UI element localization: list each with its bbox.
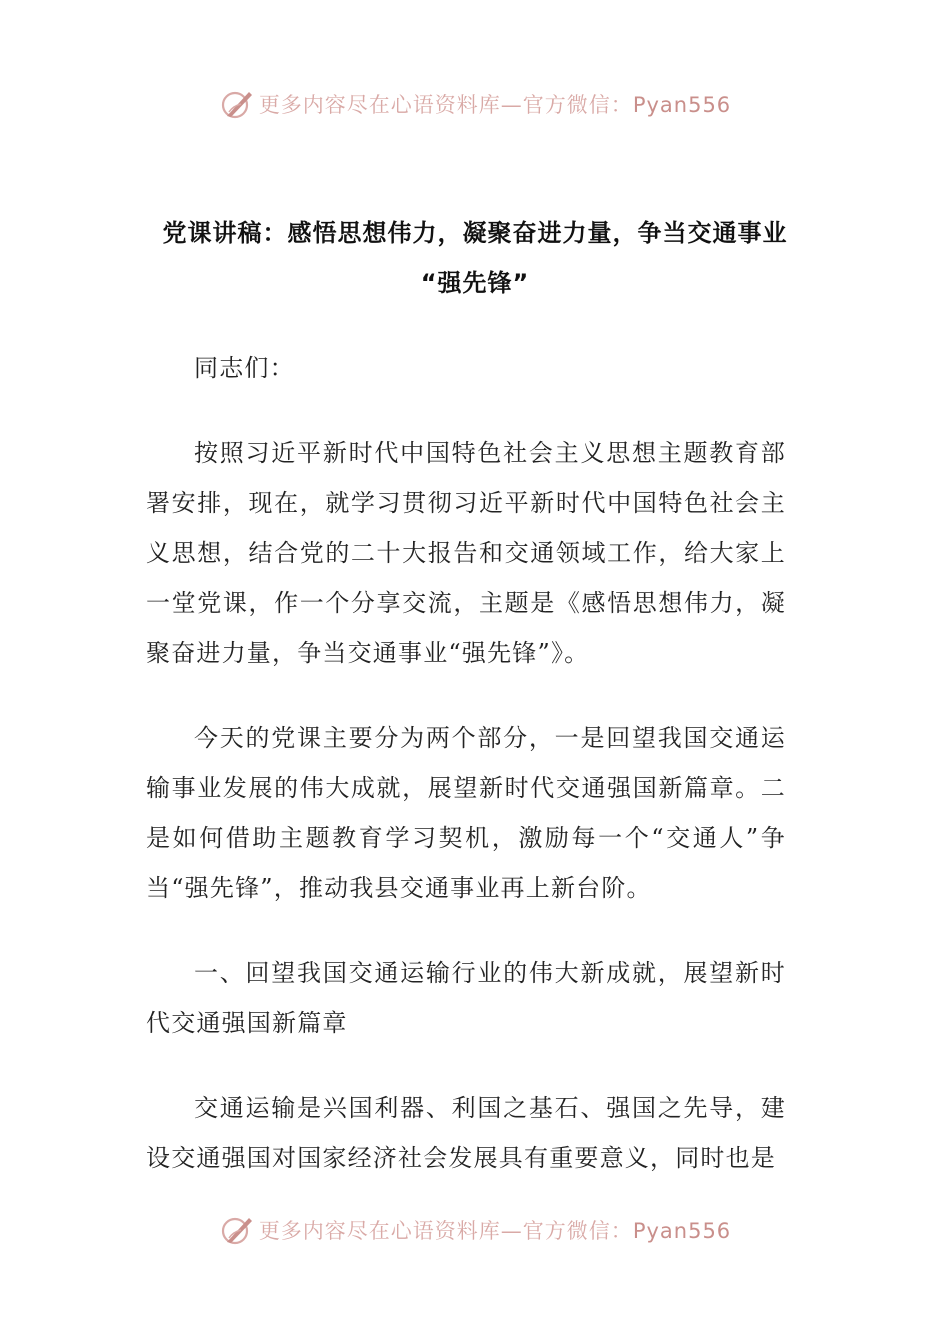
paragraph-intro: 按照习近平新时代中国特色社会主义思想主题教育部署安排，现在，就学习贯彻习近平新时代中国特色社会主义思想，结合党的二十大报告和交通领域工作，给大家上一堂党课，作一个分享交流，主题是《感悟思想伟力，凝聚奋进力量，争当交通事业“强先锋”》。 (146, 439, 786, 667)
document-title (140, 208, 810, 308)
title-line-1: 党课讲稿：感悟思想伟力，凝聚奋进力量，争当交通事业 (162, 219, 788, 247)
quill-pen-icon (219, 86, 255, 122)
watermark-main-text: 更多内容尽在心语资料库—官方微信： (258, 93, 633, 117)
watermark-text (259, 1215, 731, 1245)
section-heading-1: 一、回望我国交通运输行业的伟大新成就，展望新时代交通强国新篇章 (146, 959, 786, 1037)
watermark-banner-top (0, 84, 950, 124)
watermark-wechat-id: Pyan556 (632, 93, 732, 117)
greeting: 同志们： (194, 354, 295, 382)
quill-pen-icon (219, 1212, 255, 1248)
watermark-main-text: 更多内容尽在心语资料库—官方微信： (258, 1219, 633, 1243)
paragraph-outline: 今天的党课主要分为两个部分，一是回望我国交通运输事业发展的伟大成就，展望新时代交通强国新篇章。二是如何借助主题教育学习契机，激励每一个“交通人”争当“强先锋”，推动我县交通事业再上新台阶。 (146, 724, 786, 902)
watermark-text (259, 89, 731, 119)
paragraph-section-1: 交通运输是兴国利器、利国之基石、强国之先导，建设交通强国对国家经济社会发展具有重要意义，同时也是 (146, 1094, 786, 1172)
title-line-2: “强先锋” (420, 269, 530, 297)
watermark-wechat-id: Pyan556 (632, 1219, 732, 1243)
watermark-banner-bottom (0, 1210, 950, 1250)
